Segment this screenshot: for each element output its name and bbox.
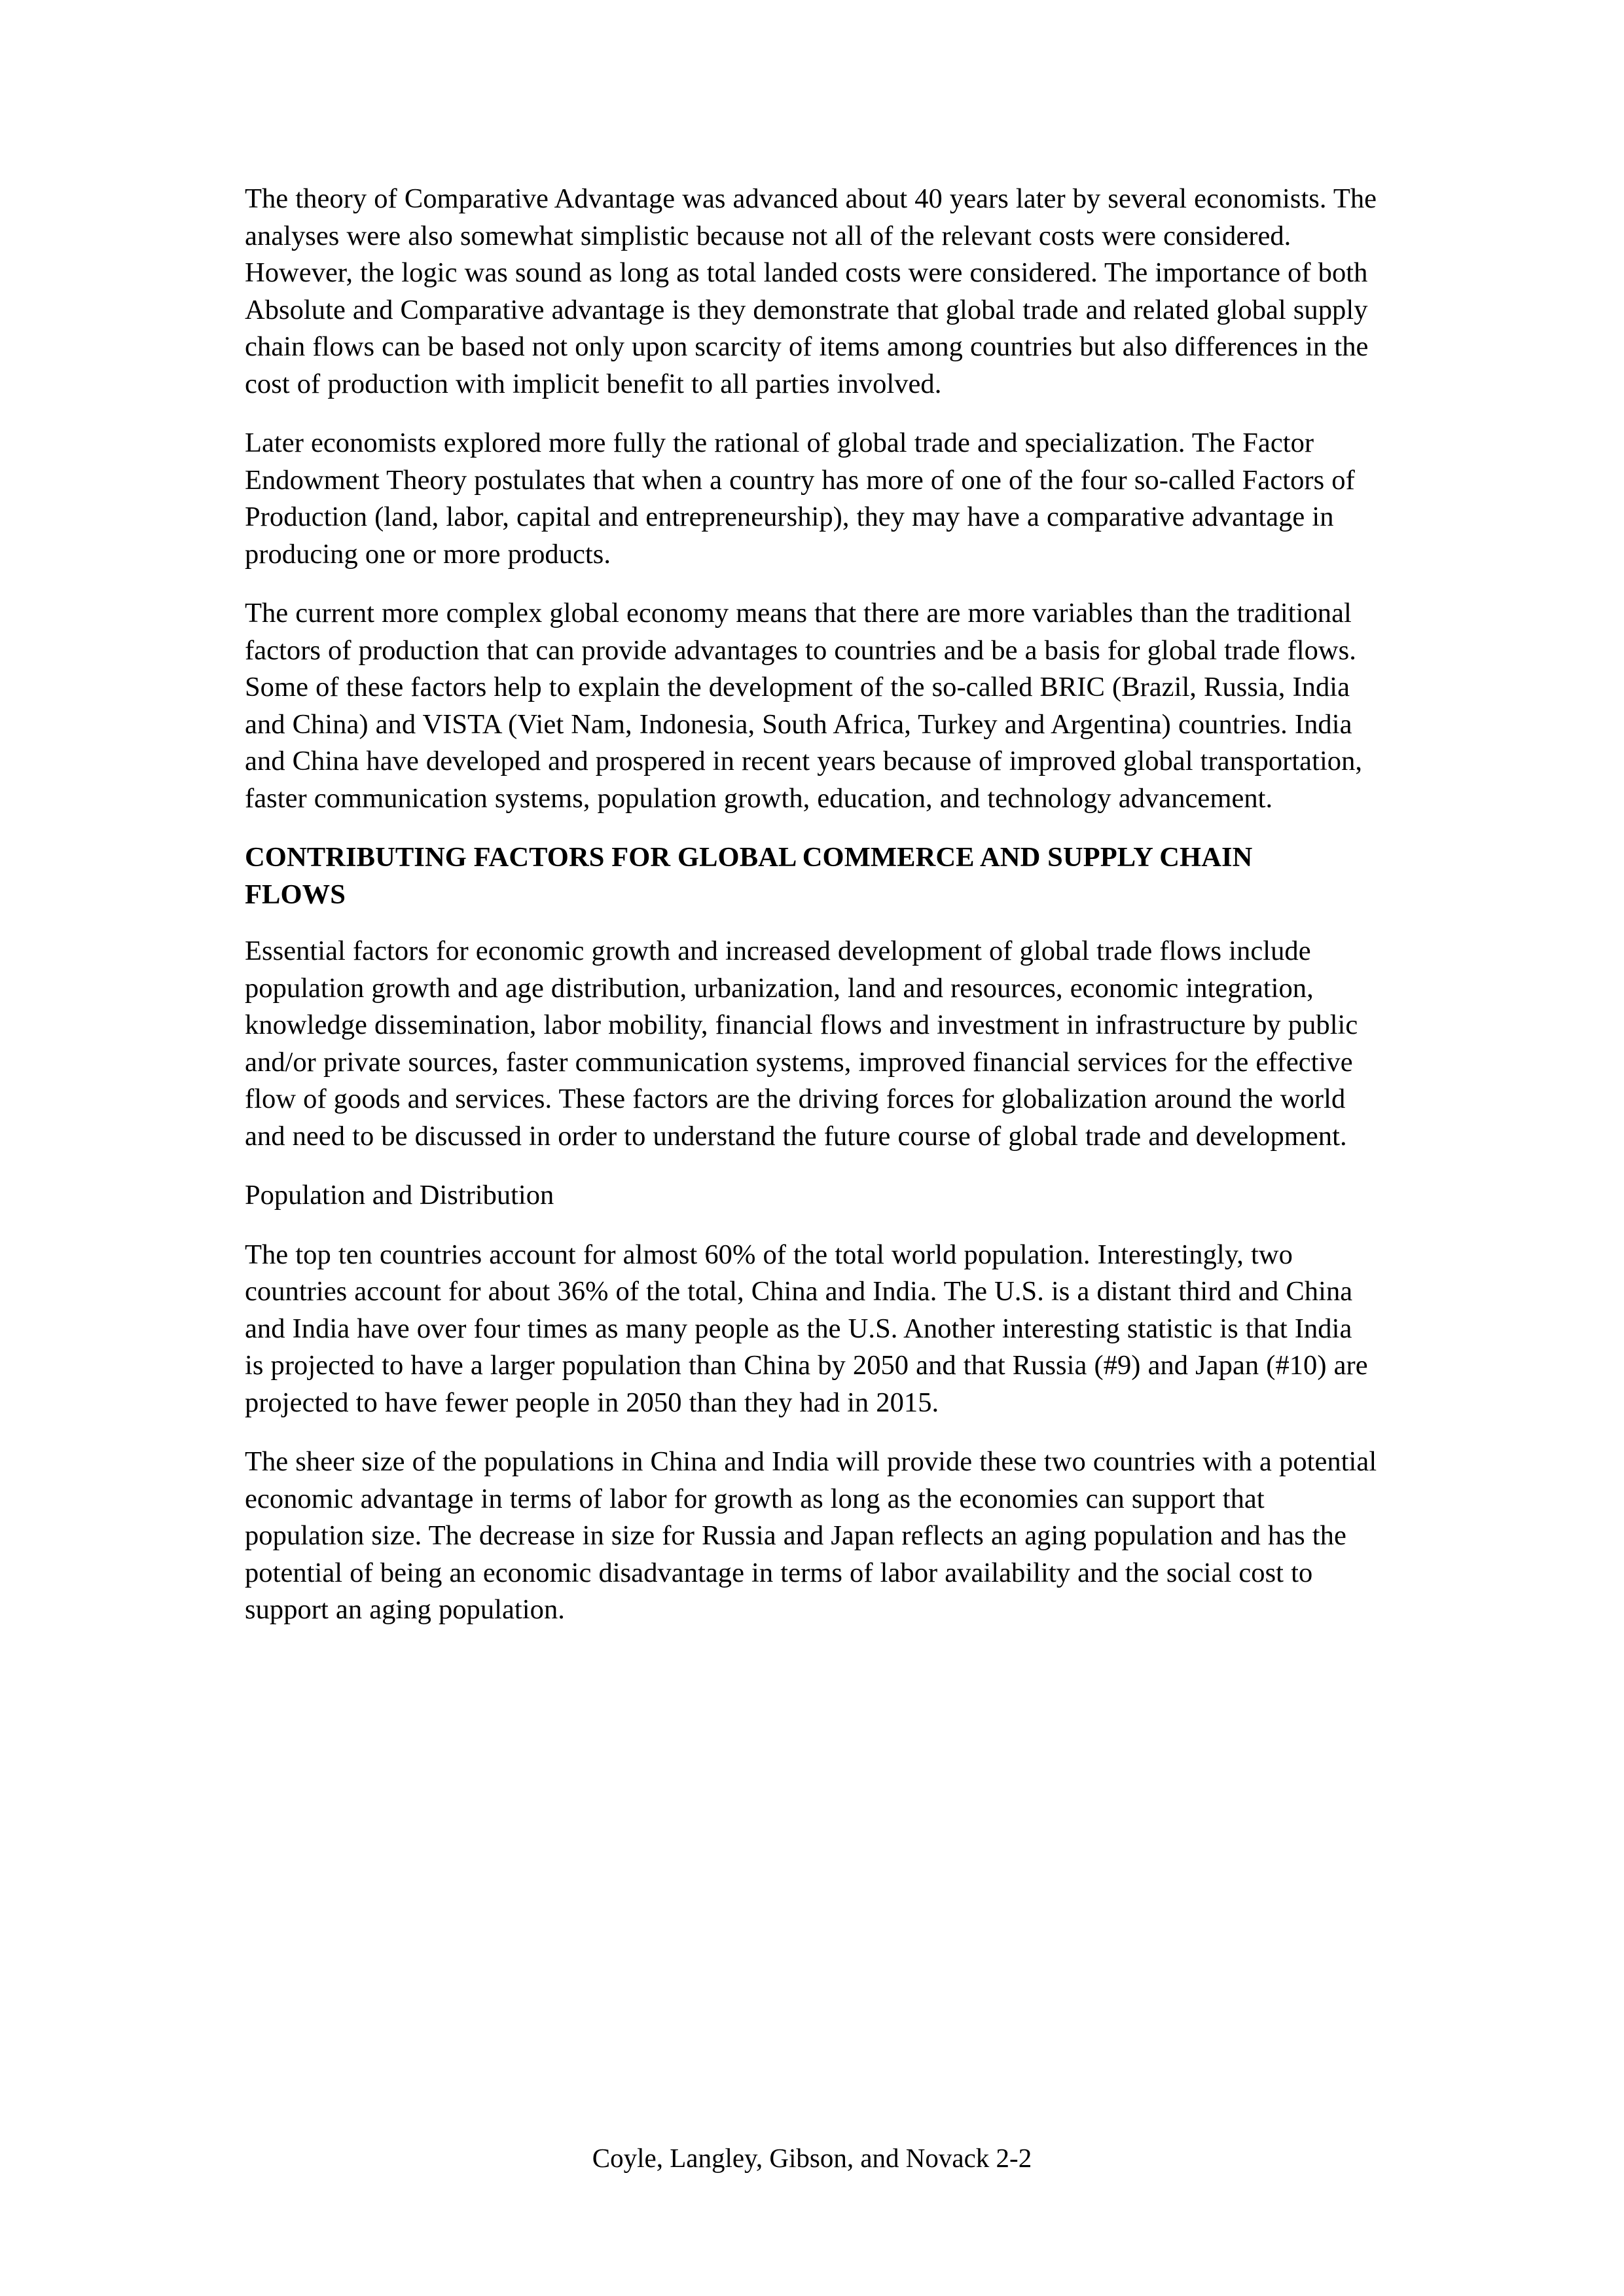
paragraph-sheer-size: The sheer size of the populations in China and India will provide these two countries with a potential economic advantage in terms of labor for growth as long as the economies can support that population size. The decrease in size for Russia and Japan reflects an aging population and has the potential of being an economic disadvantage in terms of labor availability and the social cost to support an aging population. (245, 1446, 1377, 1625)
page-footer: Coyle, Langley, Gibson, and Novack 2-2 (592, 2143, 1032, 2173)
paragraph-essential-factors: Essential factors for economic growth and increased development of global trade flows include population growth and age distribution, urbanization, land and resources, economic integration, knowledge dissemination, labor mobility, financial flows and investment in infrastructure by public and/or private sources, faster communication systems, improved financial services for the effective flow of goods and services. These factors are the driving forces for globalization around the world and need to be discussed in order to understand the future course of global trade and development. (245, 936, 1358, 1152)
paragraph-comparative-advantage: The theory of Comparative Advantage was advanced about 40 years later by several economists. The analyses were also somewhat simplistic because not all of the relevant costs were considered. However, the logic was sound as long as total landed costs were considered. The importance of both Absolute and Comparative advantage is they demonstrate that global trade and related global supply chain flows can be based not only upon scarcity of items among countries but also differences in the cost of production with implicit benefit to all parties involved. (245, 183, 1377, 399)
paragraph-bric-vista: The current more complex global economy means that there are more variables than the traditional factors of production that can provide advantages to countries and be a basis for global trade flows. Some of these factors help to explain the development of the so-called BRIC (Brazil, Russia, India and China) and VISTA (Viet Nam, Indonesia, South Africa, Turkey and Argentina) countries. India and China have developed and prospered in recent years because of improved global transportation, faster communication systems, population growth, education, and technology advancement. (245, 598, 1363, 814)
document-text-column (245, 181, 1377, 1651)
paragraph-top-ten-countries: The top ten countries account for almost 60% of the total world population. Interestingly, two countries account for about 36% of the total, China and India. The U.S. is a distant third and China and India have over four times as many people as the U.S. Another interesting statistic is that India is projected to have a larger population than China by 2050 and that Russia (#9) and Japan (#10) are projected to have fewer people in 2050 than they had in 2015. (245, 1239, 1368, 1418)
subheading-population-and-distribution: Population and Distribution (245, 1180, 554, 1211)
section-heading-contributing-factors: CONTRIBUTING FACTORS FOR GLOBAL COMMERCE AND SUPPLY CHAIN FLOWS (245, 842, 1253, 910)
paragraph-factor-endowment: Later economists explored more fully the rational of global trade and specialization. The Factor Endowment Theory postulates that when a country has more of one of the four so-called Factors of Production (land, labor, capital and entrepreneurship), they may have a comparative advantage in producing one or more products. (245, 428, 1355, 570)
